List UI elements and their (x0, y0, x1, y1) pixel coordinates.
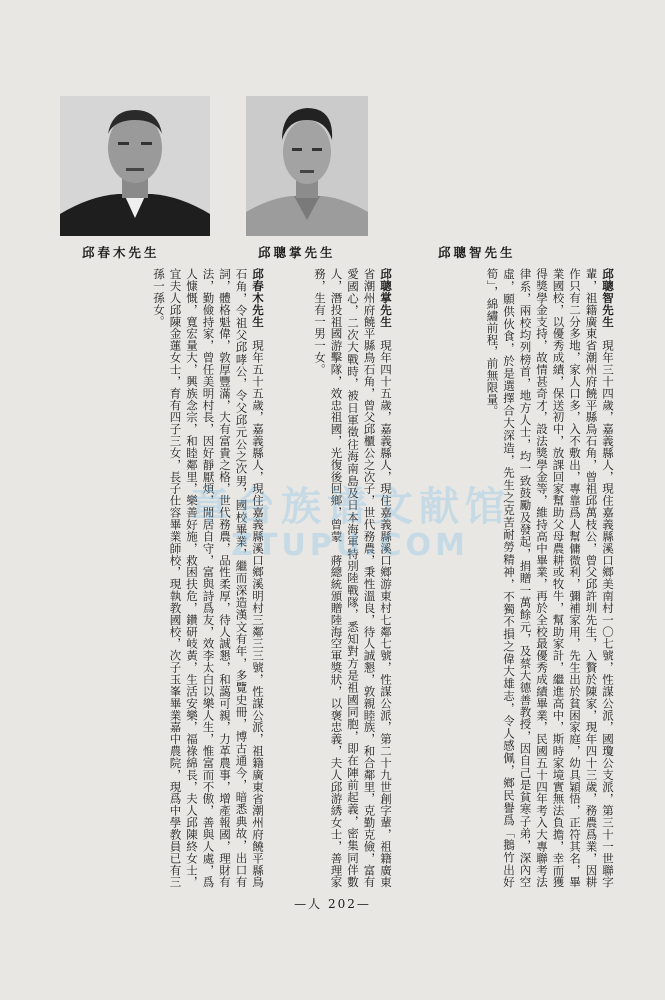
portrait-photo-qiu-congzhang (246, 96, 368, 236)
bio-name: 邱聰掌先生 (379, 268, 393, 328)
bio-name: 邱春木先生 (251, 268, 265, 328)
bio-text: 現年三十四歲，嘉義縣人，現住嘉義縣溪口鄉美南村一〇七號，性謀公派，國瓊公支派，第三十一世聯字輩，祖籍廣東省潮州府饒平縣鳥石角，曾祖邱萬枝公，曾父邱許圳先生，入贅於陳家，現年四十三歲，務農爲業，因耕作只有二分多地，家人口多，入不敷出，專靠爲人幫傭微利，彌補家用，先生出於貧困家庭，幼具穎悟，正符其名，畢業國校，以優秀成績，保送初中，放課回家幫助父母農耕或牧牛，幫助家計，繼進高中，斯時家境實無法負擔，幸而獲得獎學金支持，故情甚奇才，設法獎學金等，維持高中畢業，再於全校最優秀成績畢業，民國五十四年考入大專聯考法律系，兩校均列榜首，地方人士，均一致鼓勵及發起，捐贈一萬餘元，及蔡大德善教授，因自己是貧寒子弟，深內空虛，願供伙食，於是選擇合大深造，先生之克苦耐勞精神，不獨不損之偉大雄志，令人感佩，鄉民譽爲「鵝竹出好筍」，綿繡前程，前無限量。 (485, 268, 615, 888)
bio-text: 現年四十五歲，嘉義縣人，現住嘉義縣溪口鄉游東村七鄰七號，性謀公派，第二十九世創字輩，祖籍廣東省潮州府饒平縣鳥石角，曾父邱櫃公之次子，世代務農，秉性溫良，待人誠懇，敦親睦族，和合鄰里，克勤克儉，富有愛國心，二次大戰時，被日軍徵往海南島及日本海軍特別陸戰隊，悉知對方是祖國同胞，即在陣前起義，密集同伴數人，潛投祖國游擊隊，效忠祖國，光復後回鄉，曾蒙 蔣總統頒贈陸海空軍獎狀，以褒忠義，夫人邱游綉女士，善理家務，生有一男一女。 (313, 268, 393, 888)
watermark-site-url: ZTUPU.COM (231, 528, 469, 563)
bio-text: 現年五十五歲，嘉義縣人，現住嘉義縣溪口鄉溪明村三鄰三三號，性謀公派，祖籍廣東省潮州府饒平縣鳥石角，令祖父邱哮公，令父邱元公之次男，國校畢業，繼而深造漢文有年，多覽史冊，博古通今，暗悉典故，出口有詞，體格魁偉，敦厚豐滿，大有富貴之格，世代務農，品性柔厚，待人誠懇，和藹可親，力革農事，增產報國，理財有法，勤儉持家，曾任美明村長，因好靜厭煩，閒居自守，富與詩爲友，效李太白以樂人生，惟富而不傲，善與人處，爲人慷慨，寬宏量大，興族念宗，和睦鄰里，樂善好施，救困扶危，鑽研岐黃，生活安樂，福祿綿長，夫人邱陳終女士，宜夫人邱陳金蓮女士，育有四子三女，長子仕容畢業師校，現執教國校，次子玉峯畢業嘉中農院，現爲中學教員已有三孫一孫女。 (152, 268, 265, 888)
biography-qiu-chunmu (68, 268, 266, 888)
page-number: —人 202— (294, 897, 371, 911)
watermark-site-name: 章台族谱文献馆 (189, 484, 511, 530)
biography-qiu-congzhang (276, 268, 394, 888)
caption-qiu-chunmu: 邱春木先生 (82, 245, 160, 260)
biography-columns (66, 268, 616, 888)
bio-name: 邱聰智先生 (601, 268, 615, 328)
portrait-image (246, 96, 368, 236)
caption-qiu-congzhang: 邱聰掌先生 (258, 245, 336, 260)
biography-qiu-congzhi (404, 268, 616, 888)
caption-qiu-congzhi: 邱聰智先生 (438, 245, 516, 260)
portrait-photo-qiu-chunmu (60, 96, 210, 236)
portrait-image (60, 96, 210, 236)
